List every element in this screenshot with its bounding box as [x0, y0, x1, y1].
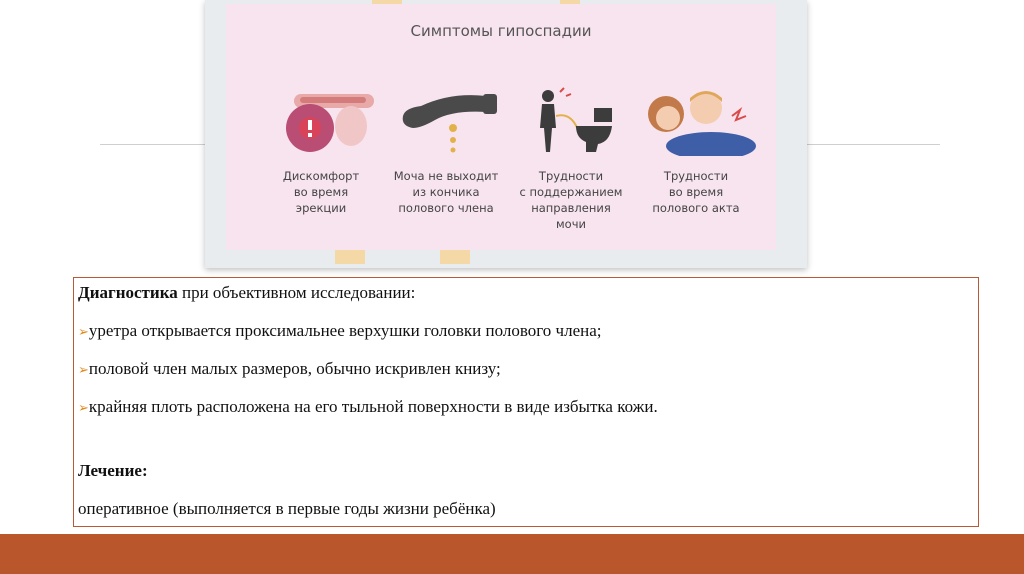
diagnostics-text-box: [73, 277, 979, 527]
bullet-arrow-icon: ➢: [78, 400, 89, 415]
divider-line-left: [100, 144, 208, 145]
urine-drip-icon: [391, 86, 501, 156]
divider-line-right: [800, 144, 940, 145]
diagnostic-bullet: [78, 320, 974, 358]
diagnostic-bullet: [78, 358, 974, 396]
bullet-arrow-icon: ➢: [78, 362, 89, 377]
diagnostics-heading-line: [78, 282, 974, 320]
diagnostics-heading: Диагностика: [78, 283, 178, 302]
diagnostics-heading-rest: при объективном исследовании:: [177, 283, 416, 302]
symptom-label: Трудности во время полового акта: [652, 169, 740, 215]
symptom-item: [256, 86, 386, 216]
infographic-title: Симптомы гипоспадии: [410, 22, 592, 40]
symptom-item: [506, 86, 636, 232]
bullet-arrow-icon: ➢: [78, 324, 89, 339]
symptom-item: [631, 86, 761, 216]
bottom-accent-bar: [0, 534, 1024, 574]
treatment-heading-line: [78, 460, 974, 498]
erection-discomfort-icon: [266, 86, 376, 156]
decor-stripe: [440, 248, 470, 264]
decor-stripe: [335, 248, 365, 264]
symptom-label: Трудности с поддержанием направления мочи: [519, 169, 623, 231]
symptoms-infographic: [226, 4, 776, 250]
symptom-label: Дискомфорт во время эрекции: [282, 169, 360, 215]
bullet-text: половой член малых размеров, обычно искривлен книзу;: [88, 359, 501, 378]
bullet-text: уретра открывается проксимальнее верхушки головки полового члена;: [88, 321, 602, 340]
symptom-item: [381, 86, 511, 216]
symptom-label: Моча не выходит из кончика полового члена: [393, 169, 499, 215]
treatment-text: оперативное (выполняется в первые годы жизни ребёнка): [78, 499, 496, 518]
diagnostic-bullet: [78, 396, 974, 434]
couple-discomfort-icon: [636, 86, 756, 156]
bullet-text: крайняя плоть расположена на его тыльной поверхности в виде избытка кожи.: [88, 397, 658, 416]
treatment-heading: Лечение:: [78, 461, 148, 480]
urination-difficulty-icon: [516, 86, 626, 156]
